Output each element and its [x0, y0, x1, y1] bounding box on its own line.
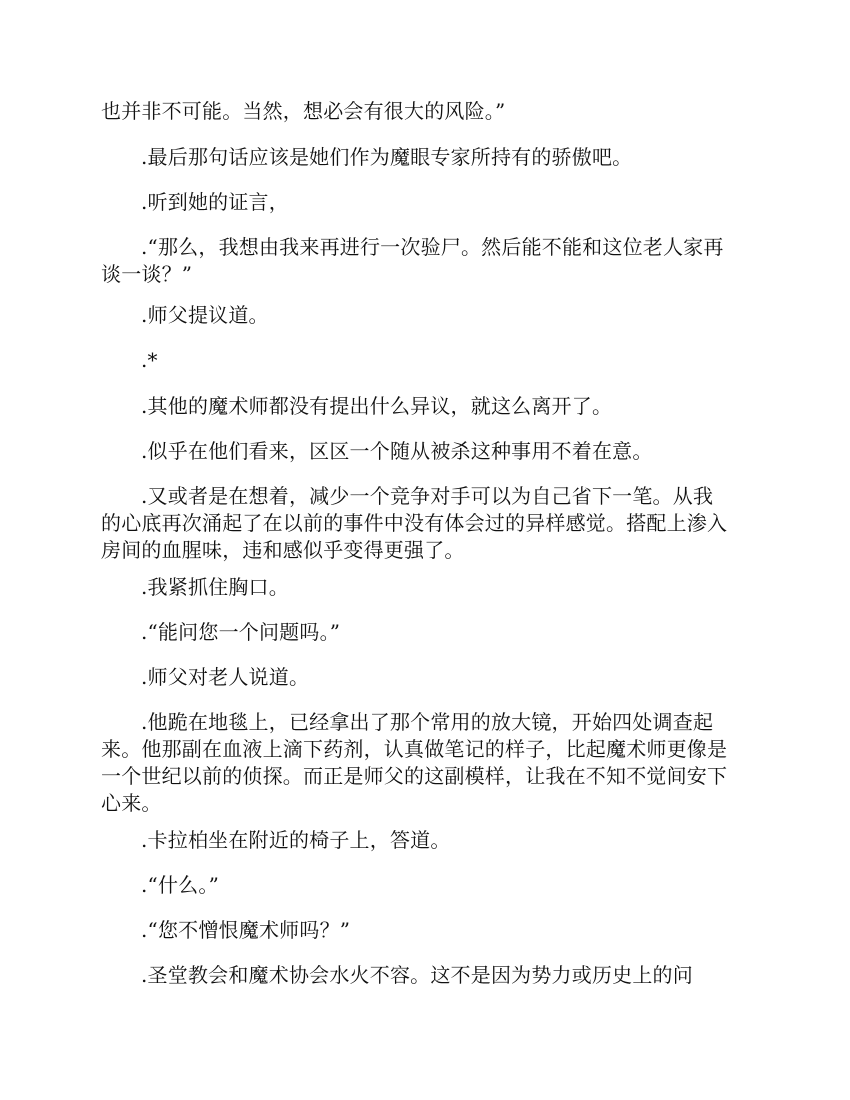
- text-line: .他跪在地毯上，已经拿出了那个常用的放大镜，开始四处调查起: [141, 710, 714, 734]
- paragraph: [101, 438, 791, 465]
- paragraph: [101, 827, 791, 854]
- text-line: .又或者是在想着，减少一个竞争对手可以为自己省下一笔。从我: [141, 484, 714, 508]
- paragraph-continuation: [101, 510, 751, 564]
- text-line: .“那么，我想由我来再进行一次验尸。然后能不能和这位老人家再: [141, 235, 724, 259]
- paragraph: [101, 872, 791, 899]
- text-line: .最后那句话应该是她们作为魔眼专家所持有的骄傲吧。: [141, 145, 633, 169]
- paragraph: [101, 619, 791, 646]
- text-line: .我紧抓住胸口。: [141, 575, 289, 599]
- paragraph: [101, 189, 791, 216]
- paragraph: [101, 917, 791, 944]
- paragraph: [101, 144, 791, 171]
- paragraph-continuation: [101, 736, 751, 817]
- text-line: .“什么。”: [141, 873, 220, 897]
- text-line: 来。他那副在血液上滴下药剂，认真做笔记的样子，比起魔术师更像是: [101, 737, 728, 761]
- text-line: 一个世纪以前的侦探。而正是师父的这副模样，让我在不知不觉间安下: [101, 764, 728, 788]
- paragraph: [101, 234, 791, 261]
- paragraph: [101, 302, 791, 329]
- section-break: [101, 347, 791, 374]
- text-line: 谈一谈？”: [101, 262, 193, 286]
- text-line: 的心底再次涌起了在以前的事件中没有体会过的异样感觉。搭配上渗入: [101, 511, 728, 535]
- text-line: .师父提议道。: [141, 303, 269, 327]
- text-line: .“能问您一个问题吗。”: [141, 620, 341, 644]
- text-line: .似乎在他们看来，区区一个随从被杀这种事用不着在意。: [141, 439, 653, 463]
- paragraph: [101, 393, 791, 420]
- text-line: .*: [141, 348, 158, 372]
- paragraph-continuation: [101, 261, 751, 288]
- text-line: 也并非不可能。当然，想必会有很大的风险。”: [101, 99, 506, 123]
- text-line: .其他的魔术师都没有提出什么异议，就这么离开了。: [141, 394, 613, 418]
- text-line: .圣堂教会和魔术协会水火不容。这不是因为势力或历史上的问: [141, 963, 693, 987]
- paragraph: [101, 709, 791, 736]
- text-line: .卡拉柏坐在附近的椅子上，答道。: [141, 828, 451, 852]
- text-line: 心来。: [101, 791, 162, 815]
- paragraph: [101, 664, 791, 691]
- text-line: .听到她的证言，: [141, 190, 289, 214]
- text-line: .“您不憎恨魔术师吗？”: [141, 918, 351, 942]
- text-line: 房间的血腥味，违和感似乎变得更强了。: [101, 538, 465, 562]
- paragraph: [101, 962, 791, 989]
- text-line: .师父对老人说道。: [141, 665, 310, 689]
- paragraph: [101, 483, 791, 510]
- paragraph: [101, 574, 791, 601]
- paragraph: [101, 98, 751, 125]
